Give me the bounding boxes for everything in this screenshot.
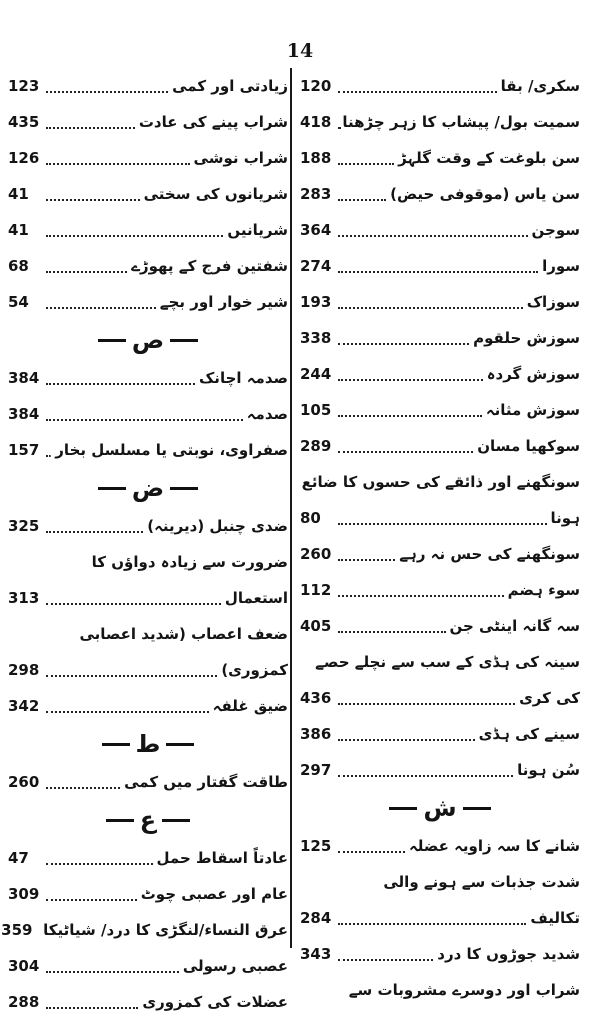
page-reference: 386 <box>300 725 334 743</box>
index-term: سینے کی ہڈی <box>479 725 580 743</box>
index-term: صدمہ اچانک <box>199 369 288 387</box>
index-entry <box>8 840 288 876</box>
index-term: عضلات کی کمزوری <box>142 993 288 1011</box>
index-term: سکری/ بقا <box>501 77 580 95</box>
index-entry <box>300 428 580 464</box>
page-reference: 193 <box>300 293 334 311</box>
page-reference: 157 <box>8 441 42 459</box>
index-entry <box>8 948 288 984</box>
dot-leader <box>46 675 217 677</box>
page-reference: 260 <box>300 545 334 563</box>
index-entry <box>300 68 580 104</box>
dot-leader <box>46 383 195 385</box>
page-reference: 343 <box>300 945 334 963</box>
index-entry <box>300 608 580 644</box>
index-entry <box>8 360 288 396</box>
page-reference: 435 <box>8 113 42 131</box>
index-term-continued: ضرورت سے زیادہ دواؤں کا <box>8 544 288 580</box>
index-term: سوزش مثانہ <box>486 401 580 419</box>
index-entry <box>8 912 288 948</box>
index-entry <box>300 248 580 284</box>
heading-dash <box>170 339 198 342</box>
index-entry <box>300 936 580 972</box>
page-reference: 342 <box>8 697 42 715</box>
index-column-right <box>300 68 580 1008</box>
heading-dash <box>98 339 126 342</box>
page-reference: 244 <box>300 365 334 383</box>
page-reference: 325 <box>8 517 42 535</box>
dot-leader <box>338 631 446 633</box>
index-term: سوکھیا مسان <box>477 437 580 455</box>
dot-leader <box>338 271 538 273</box>
index-entry <box>8 652 288 688</box>
index-entry <box>300 104 580 140</box>
dot-leader <box>46 271 127 273</box>
dot-leader <box>338 851 405 853</box>
index-term: زیادتی اور کمی <box>172 77 288 95</box>
dot-leader <box>46 307 156 309</box>
dot-leader <box>338 559 395 561</box>
index-entry <box>300 680 580 716</box>
heading-dash <box>98 487 126 490</box>
page-reference: 313 <box>8 589 42 607</box>
page-reference: 384 <box>8 405 42 423</box>
column-divider <box>290 68 292 948</box>
page-reference: 309 <box>8 885 42 903</box>
index-entry <box>300 828 580 864</box>
dot-leader <box>46 971 179 973</box>
letter-heading <box>8 724 288 764</box>
page-reference: 436 <box>300 689 334 707</box>
dot-leader <box>46 603 221 605</box>
index-entry <box>300 536 580 572</box>
index-term: شریانوں کی سختی <box>144 185 288 203</box>
dot-leader <box>338 451 473 453</box>
page-reference: 418 <box>300 113 334 131</box>
index-entry <box>300 356 580 392</box>
index-term: سونگھنے کی حس نہ رہے <box>399 545 580 563</box>
index-term: استعمال <box>225 589 288 607</box>
dot-leader <box>338 923 526 925</box>
heading-dash <box>463 807 491 810</box>
index-term: سن یاس (موقوفی حیض) <box>390 185 580 203</box>
dot-leader <box>46 711 209 713</box>
index-entry <box>8 68 288 104</box>
index-term: سُن ہونا <box>517 761 580 779</box>
page-reference: 405 <box>300 617 334 635</box>
index-term: سہ گانہ اینٹی جن <box>450 617 581 635</box>
page-reference: 288 <box>8 993 42 1011</box>
index-term-continued: شراب اور دوسرے مشروبات سے <box>300 972 580 1008</box>
letter-heading <box>300 788 580 828</box>
index-term: ضیق غلفہ <box>213 697 288 715</box>
letter-heading <box>8 468 288 508</box>
index-entry <box>8 688 288 724</box>
index-column-left <box>8 68 288 1020</box>
page-reference: 41 <box>8 185 42 203</box>
index-entry <box>8 140 288 176</box>
dot-leader <box>338 703 515 705</box>
dot-leader <box>338 739 475 741</box>
dot-leader <box>338 775 513 777</box>
index-entry <box>300 212 580 248</box>
index-term: سمیت بول/ پیشاب کا زہر چڑھنا <box>342 113 580 131</box>
dot-leader <box>46 1007 138 1009</box>
index-term: تکالیف <box>530 909 580 927</box>
page-reference: 364 <box>300 221 334 239</box>
page-reference: 298 <box>8 661 42 679</box>
heading-letter: ط <box>136 730 161 758</box>
page-reference: 126 <box>8 149 42 167</box>
page-reference: 359 <box>1 921 35 939</box>
index-entry <box>300 284 580 320</box>
dot-leader <box>46 899 137 901</box>
page-reference: 284 <box>300 909 334 927</box>
heading-dash <box>166 743 194 746</box>
dot-leader <box>338 595 504 597</box>
dot-leader <box>46 787 120 789</box>
page-reference: 120 <box>300 77 334 95</box>
dot-leader <box>46 91 168 93</box>
dot-leader <box>338 163 394 165</box>
index-term: صدمہ <box>247 405 288 423</box>
page-reference: 80 <box>300 509 334 527</box>
page-reference: 384 <box>8 369 42 387</box>
index-entry <box>8 764 288 800</box>
heading-letter: ش <box>423 794 456 822</box>
page-reference: 125 <box>300 837 334 855</box>
dot-leader <box>46 455 51 457</box>
index-term: سن بلوغت کے وقت گلہڑ <box>398 149 580 167</box>
index-entry <box>300 752 580 788</box>
index-term: شراب پینے کی عادت <box>139 113 288 131</box>
index-entry <box>8 508 288 544</box>
index-entry <box>8 284 288 320</box>
dot-leader <box>338 91 497 93</box>
dot-leader <box>46 235 223 237</box>
dot-leader <box>46 863 153 865</box>
index-entry <box>300 900 580 936</box>
index-term: عام اور عصبی چوٹ <box>141 885 288 903</box>
index-entry <box>300 392 580 428</box>
heading-dash <box>102 743 130 746</box>
index-term: شیر خوار اور بچے <box>160 293 288 311</box>
dot-leader <box>46 419 243 421</box>
index-term: سوزش گردہ <box>487 365 580 383</box>
dot-leader <box>338 959 433 961</box>
heading-dash <box>389 807 417 810</box>
letter-heading <box>8 800 288 840</box>
page-reference: 123 <box>8 77 42 95</box>
dot-leader <box>46 199 140 201</box>
index-entry <box>300 140 580 176</box>
index-entry <box>8 984 288 1020</box>
page-reference: 105 <box>300 401 334 419</box>
page-reference: 297 <box>300 761 334 779</box>
page-reference: 283 <box>300 185 334 203</box>
index-entry <box>300 716 580 752</box>
page-reference: 289 <box>300 437 334 455</box>
dot-leader <box>46 531 143 533</box>
index-term: عادتاً اسقاط حمل <box>157 849 288 867</box>
index-term: سوزش حلقوم <box>473 329 580 347</box>
heading-letter: ص <box>132 326 164 354</box>
index-term: شانے کا سہ زاویہ عضلہ <box>409 837 580 855</box>
index-term: شراب نوشی <box>194 149 288 167</box>
index-entry <box>8 104 288 140</box>
index-term: صفراوی، نوبتی یا مسلسل بخار <box>55 441 288 459</box>
heading-letter: ع <box>140 806 156 834</box>
index-entry <box>300 320 580 356</box>
page-reference: 112 <box>300 581 334 599</box>
index-term: شفتین فرج کے پھوڑے <box>131 257 288 275</box>
page-reference: 68 <box>8 257 42 275</box>
page-reference: 274 <box>300 257 334 275</box>
dot-leader <box>338 307 523 309</box>
index-term: عرق النساء/لنگڑی کا درد/ شیاٹیکا <box>43 921 288 939</box>
page-reference: 260 <box>8 773 42 791</box>
page-reference: 54 <box>8 293 42 311</box>
index-term-continued: سونگھنے اور ذائقے کی حسوں کا ضائع <box>300 464 580 500</box>
heading-letter: ض <box>132 474 164 502</box>
dot-leader <box>338 199 386 201</box>
dot-leader <box>338 523 547 525</box>
page-number: 14 <box>0 40 600 62</box>
page-reference: 47 <box>8 849 42 867</box>
heading-dash <box>162 819 190 822</box>
index-term: شریانیں <box>227 221 288 239</box>
index-term-continued: ضعف اعصاب (شدید اعصابی <box>8 616 288 652</box>
index-term: شدید جوڑوں کا درد <box>437 945 580 963</box>
dot-leader <box>338 343 469 345</box>
index-term-continued: سینہ کی ہڈی کے سب سے نچلے حصے <box>300 644 580 680</box>
page-reference: 188 <box>300 149 334 167</box>
page-reference: 41 <box>8 221 42 239</box>
index-term: کی کری <box>519 689 580 707</box>
index-term: عصبی رسولی <box>183 957 288 975</box>
index-entry <box>300 500 580 536</box>
index-term: ضدی چنبل (دیرینہ) <box>147 517 288 535</box>
index-entry <box>8 176 288 212</box>
dot-leader <box>338 235 528 237</box>
index-entry <box>8 876 288 912</box>
dot-leader <box>338 379 483 381</box>
heading-dash <box>106 819 134 822</box>
index-term: سوجن <box>532 221 580 239</box>
index-entry <box>8 396 288 432</box>
index-term: طاقت گفتار میں کمی <box>124 773 288 791</box>
index-entry <box>8 432 288 468</box>
dot-leader <box>46 163 190 165</box>
index-term: سوء ہضم <box>508 581 580 599</box>
index-term: سوزاک <box>527 293 580 311</box>
heading-dash <box>170 487 198 490</box>
index-term: کمزوری) <box>221 661 288 679</box>
dot-leader <box>338 415 482 417</box>
index-term-continued: شدت جذبات سے ہونے والی <box>300 864 580 900</box>
index-entry <box>8 212 288 248</box>
page-reference: 338 <box>300 329 334 347</box>
index-entry <box>300 572 580 608</box>
page-reference: 304 <box>8 957 42 975</box>
index-term: ہونا <box>551 509 580 527</box>
index-entry <box>300 176 580 212</box>
index-entry <box>8 580 288 616</box>
dot-leader <box>46 127 135 129</box>
index-entry <box>8 248 288 284</box>
letter-heading <box>8 320 288 360</box>
index-term: سورا <box>542 257 580 275</box>
